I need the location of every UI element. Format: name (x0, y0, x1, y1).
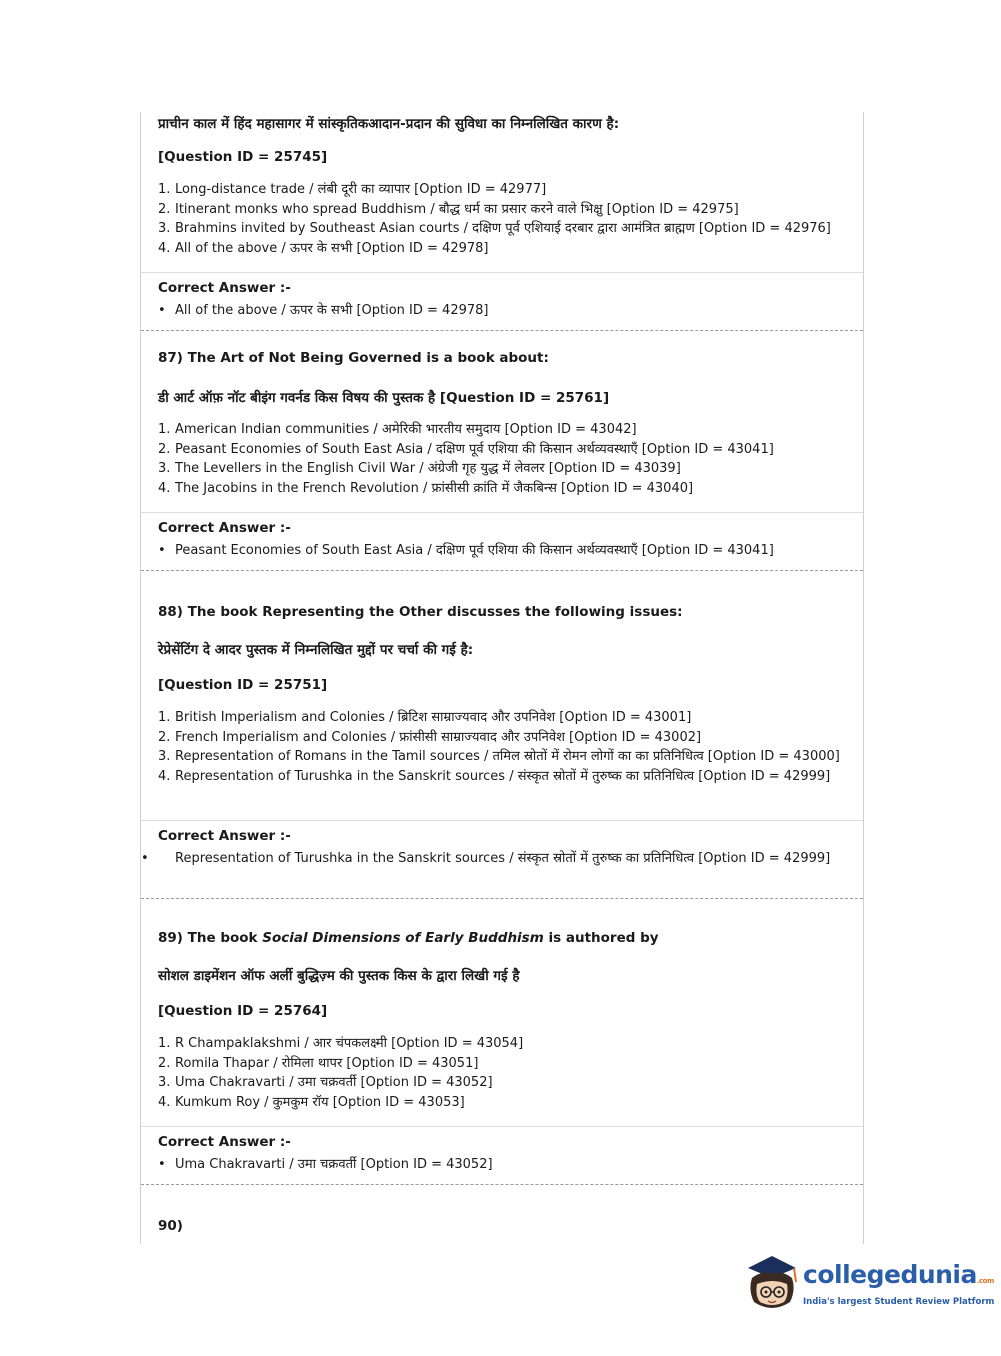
option: 2. French Imperialism and Colonies / फ्रांसीसी साम्राज्यवाद और उपनिवेश [Option ID = 43002] (158, 729, 702, 745)
question-title: 90) (158, 1218, 183, 1234)
option: 4. The Jacobins in the French Revolution / फ्रांसीसी क्रांति में जैकबिन्स [Option ID = 43040] (158, 480, 694, 496)
correct-answer-label: Correct Answer :- (158, 280, 291, 296)
question-separator (141, 330, 863, 331)
option: 3. Representation of Romans in the Tamil sources / तमिल स्रोतों में रोमन लोगों का का प्रतिनिधित्व [Option ID = 43000] (158, 749, 840, 765)
correct-answer: • Representation of Turushka in the Sanskrit sources / संस्कृत स्रोतों में तुरुष्क का प्रतिनिधित्व [Option ID = 42999] (141, 851, 831, 866)
question-separator (141, 570, 863, 571)
question-id: [Question ID = 25745] (158, 149, 328, 165)
divider (141, 820, 863, 821)
option: 3. The Levellers in the English Civil War / अंग्रेजी गृह युद्ध में लेवलर [Option ID = 43039] (158, 461, 681, 477)
option: 2. Peasant Economies of South East Asia / दक्षिण पूर्व एशिया की किसान अर्थव्यवस्थाएँ [Option ID = 43041] (158, 441, 774, 457)
correct-answer: • Uma Chakravarti / उमा चक्रवर्ती [Option ID = 43052] (158, 1157, 493, 1172)
option: 3. Brahmins invited by Southeast Asian courts / दक्षिण पूर्व एशियाई दरबार द्वारा आमंत्रित ब्राह्मण [Option ID = 42976] (158, 221, 831, 237)
correct-answer: • All of the above / ऊपर के सभी [Option ID = 42978] (158, 303, 489, 318)
question-hindi-title: प्राचीन काल में हिंद महासागर में सांस्कृतिकआदान-प्रदान की सुविधा का निम्नलिखित कारण है: (158, 116, 620, 132)
logo-tagline: India's largest Student Review Platform (803, 1297, 995, 1307)
option: 2. Itinerant monks who spread Buddhism / बौद्ध धर्म का प्रसार करने वाले भिक्षु [Option ID = 42975] (158, 201, 739, 217)
page-frame (140, 112, 864, 1244)
option: 4. Representation of Turushka in the Sanskrit sources / संस्कृत स्रोतों में तुरुष्क का प्रतिनिधित्व [Option ID = 42999] (158, 768, 831, 784)
option: 4. Kumkum Roy / कुमकुम रॉय [Option ID = 43053] (158, 1094, 465, 1110)
divider (141, 512, 863, 513)
option: 4. All of the above / ऊपर के सभी [Option ID = 42978] (158, 240, 489, 256)
correct-answer: • Peasant Economies of South East Asia / दक्षिण पूर्व एशिया की किसान अर्थव्यवस्थाएँ [Option ID = 43041] (158, 543, 774, 558)
option: 1. Long-distance trade / लंबी दूरी का व्यापार [Option ID = 42977] (158, 182, 547, 197)
question-title: 89) The book Social Dimensions of Early Buddhism is authored by (158, 930, 659, 946)
logo-wordmark: collegedunia.com (803, 1260, 994, 1289)
options-list (158, 1034, 848, 1112)
question-hindi-title: डी आर्ट ऑफ़ नॉट बीइंग गवर्नड किस विषय की पुस्तक है [Question ID = 25761] (158, 390, 610, 406)
option: 1. American Indian communities / अमेरिकी भारतीय समुदाय [Option ID = 43042] (158, 422, 637, 437)
divider (141, 1126, 863, 1127)
question-hindi-title: सोशल डाइमेंशन ऑफ अर्ली बुद्धिज़्म की पुस्तक किस के द्वारा लिखी गई है (158, 968, 520, 984)
question-title: 87) The Art of Not Being Governed is a book about: (158, 350, 549, 366)
question-hindi-title: रेप्रेसेंटिंग दे आदर पुस्तक में निम्नलिखित मुद्दों पर चर्चा की गई है: (158, 642, 474, 658)
question-separator (141, 898, 863, 899)
question-title: 88) The book Representing the Other discusses the following issues: (158, 604, 683, 620)
option: 2. Romila Thapar / रोमिला थापर [Option ID = 43051] (158, 1055, 479, 1071)
question-id: [Question ID = 25751] (158, 677, 328, 693)
question-separator (141, 1184, 863, 1185)
mascot-icon (742, 1250, 802, 1312)
options-list (158, 708, 848, 786)
option: 3. Uma Chakravarti / उमा चक्रवर्ती [Option ID = 43052] (158, 1075, 493, 1091)
option: 1. R Champaklakshmi / आर चंपकलक्ष्मी [Option ID = 43054] (158, 1036, 524, 1051)
options-list (158, 180, 848, 258)
option: 1. British Imperialism and Colonies / ब्रिटिश साम्राज्यवाद और उपनिवेश [Option ID = 43001] (158, 710, 692, 725)
question-id: [Question ID = 25764] (158, 1003, 328, 1019)
divider (141, 272, 863, 273)
options-list (158, 420, 848, 498)
correct-answer-label: Correct Answer :- (158, 1134, 291, 1150)
collegedunia-logo (742, 1250, 995, 1320)
correct-answer-label: Correct Answer :- (158, 520, 291, 536)
correct-answer-label: Correct Answer :- (158, 828, 291, 844)
